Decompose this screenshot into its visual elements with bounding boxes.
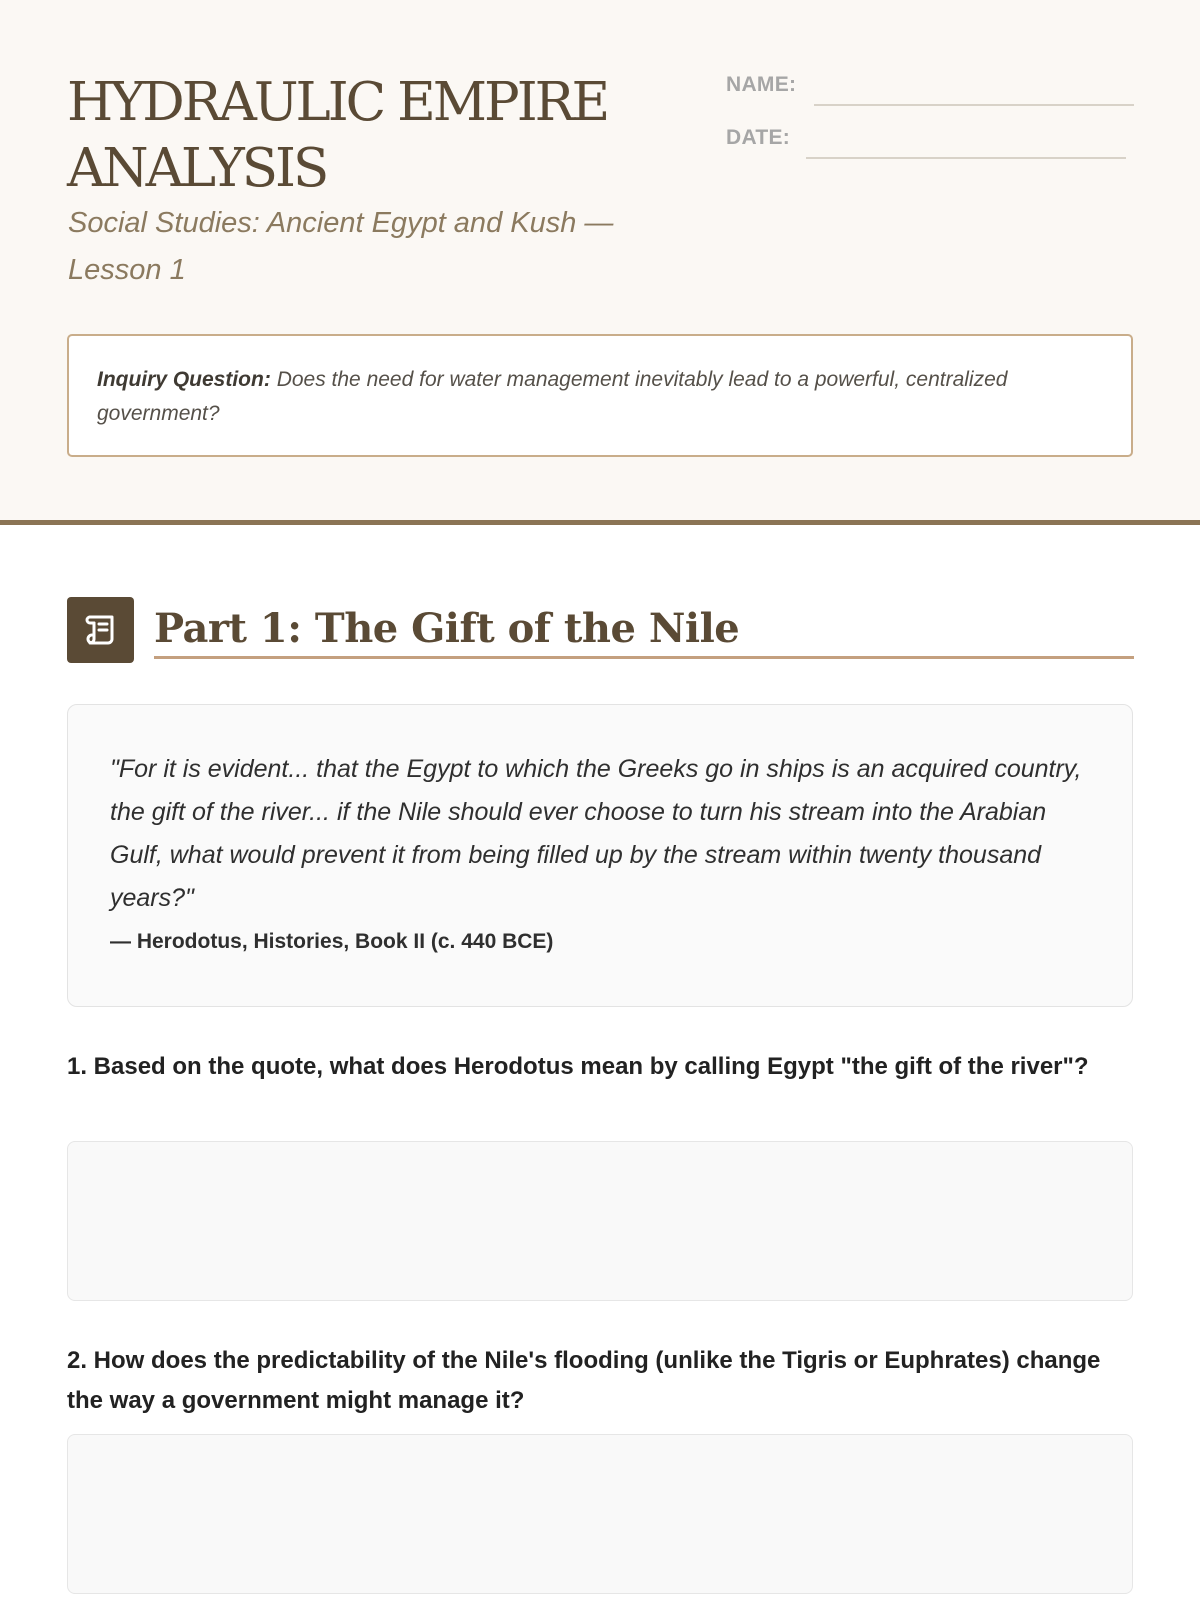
name-label: NAME: bbox=[726, 73, 797, 96]
inquiry-label: Inquiry Question: bbox=[97, 368, 271, 391]
worksheet-header bbox=[0, 0, 1200, 525]
date-label: DATE: bbox=[726, 126, 791, 149]
date-field[interactable] bbox=[806, 157, 1126, 159]
inquiry-text: Does the need for water management inevitably lead to a powerful, centralized government? bbox=[97, 368, 1008, 425]
quote-source: — Herodotus, Histories, Book II (c. 440 BCE) bbox=[110, 930, 554, 953]
answer-box-2[interactable] bbox=[67, 1434, 1133, 1594]
answer-box-1[interactable] bbox=[67, 1141, 1133, 1301]
primary-source-quote bbox=[67, 704, 1133, 1007]
page-subtitle: Social Studies: Ancient Egypt and Kush — Lesson 1 bbox=[68, 207, 614, 286]
quote-text: "For it is evident... that the Egypt to which the Greeks go in ships is an acquired country, the gift of the river... if the Nile should ever choose to turn his stream into the Arabian Gulf, what would prevent it from being filled up by the stream within twenty thousand years?" bbox=[110, 755, 1082, 912]
section-title: Part 1: The Gift of the Nile bbox=[154, 600, 1134, 659]
page-title: HYDRAULIC EMPIRE ANALYSIS bbox=[67, 72, 608, 199]
question-2: 2. How does the predictability of the Nile's flooding (unlike the Tigris or Euphrates) change the way a government might manage it? bbox=[67, 1347, 1101, 1414]
name-field[interactable] bbox=[814, 104, 1134, 106]
scroll-icon bbox=[67, 597, 134, 663]
question-1: 1. Based on the quote, what does Herodotus mean by calling Egypt "the gift of the river"? bbox=[67, 1053, 1089, 1080]
inquiry-question-box bbox=[67, 334, 1133, 457]
